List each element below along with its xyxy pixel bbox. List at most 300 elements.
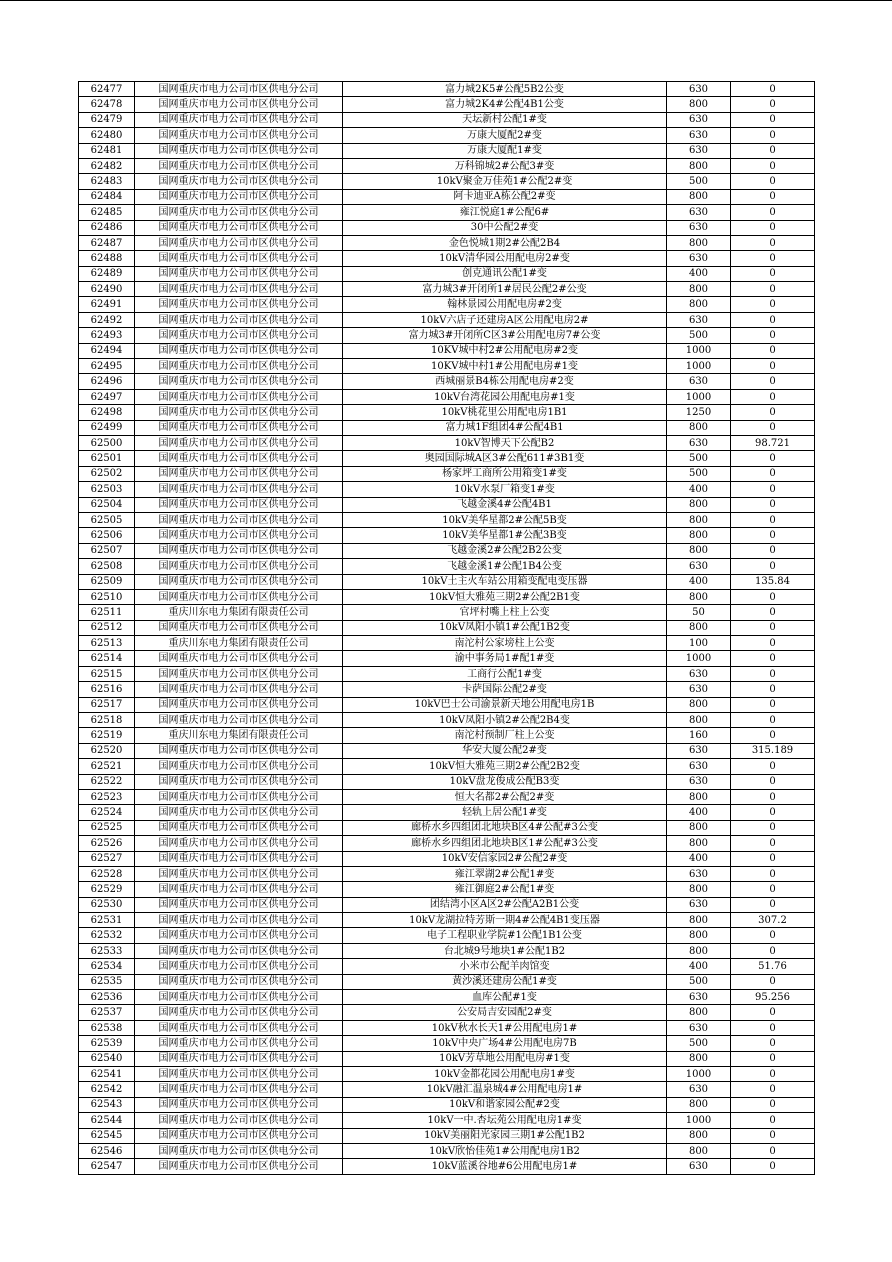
capacity-cell: 800 [667,497,731,512]
value-cell: 0 [731,820,815,835]
company-cell: 重庆川东电力集团有限责任公司 [135,605,343,620]
row-id-cell: 62527 [79,851,135,866]
value-cell: 0 [731,759,815,774]
transformer-name-cell: 10kV金都花园公用配电房1#变 [343,1067,667,1082]
transformer-name-cell: 10kV美华星都1#公配3B变 [343,528,667,543]
capacity-cell: 400 [667,266,731,281]
row-id-cell: 62540 [79,1051,135,1066]
company-cell: 国网重庆市电力公司市区供电分公司 [135,1067,343,1082]
row-id-cell: 62547 [79,1159,135,1174]
company-cell: 国网重庆市电力公司市区供电分公司 [135,1005,343,1020]
table-row [79,420,815,435]
transformer-name-cell: 富力城1F组团4#公配4B1 [343,420,667,435]
company-cell: 国网重庆市电力公司市区供电分公司 [135,205,343,220]
value-cell: 0 [731,974,815,989]
value-cell: 0 [731,620,815,635]
capacity-cell: 630 [667,559,731,574]
capacity-cell: 160 [667,728,731,743]
row-id-cell: 62512 [79,620,135,635]
capacity-cell: 800 [667,589,731,604]
transformer-name-cell: 10kV清华园公用配电房2#变 [343,251,667,266]
capacity-cell: 1000 [667,1067,731,1082]
table-row [79,128,815,143]
transformer-name-cell: 万康大厦配2#变 [343,128,667,143]
capacity-cell: 630 [667,205,731,220]
value-cell: 0 [731,528,815,543]
value-cell: 0 [731,282,815,297]
capacity-cell: 800 [667,1143,731,1158]
capacity-cell: 800 [667,282,731,297]
table-row [79,943,815,958]
value-cell: 0 [731,143,815,158]
transformer-name-cell: 廊桥水乡四组团北地块B区4#公配#3公变 [343,820,667,835]
transformer-name-cell: 10kV智博天下公配B2 [343,435,667,450]
value-cell: 0 [731,636,815,651]
company-cell: 国网重庆市电力公司市区供电分公司 [135,282,343,297]
company-cell: 重庆川东电力集团有限责任公司 [135,636,343,651]
transformer-name-cell: 万康大厦配1#变 [343,143,667,158]
capacity-cell: 800 [667,297,731,312]
transformer-name-cell: 10kV一中.杏坛苑公用配电房1#变 [343,1113,667,1128]
table-row [79,651,815,666]
company-cell: 国网重庆市电力公司市区供电分公司 [135,143,343,158]
value-cell: 307.2 [731,913,815,928]
transformer-name-cell: 10kV凤阳小镇2#公配2B4变 [343,713,667,728]
company-cell: 国网重庆市电力公司市区供电分公司 [135,1051,343,1066]
capacity-cell: 800 [667,713,731,728]
value-cell: 0 [731,512,815,527]
row-id-cell: 62520 [79,743,135,758]
company-cell: 国网重庆市电力公司市区供电分公司 [135,82,343,97]
value-cell: 0 [731,1082,815,1097]
value-cell: 0 [731,866,815,881]
transformer-name-cell: 台北城9号地块1#公配1B2 [343,943,667,958]
company-cell: 国网重庆市电力公司市区供电分公司 [135,266,343,281]
transformer-name-cell: 恒大名都2#公配2#变 [343,789,667,804]
row-id-cell: 62489 [79,266,135,281]
value-cell: 0 [731,897,815,912]
table-row [79,928,815,943]
row-id-cell: 62536 [79,990,135,1005]
table-row [79,974,815,989]
transformer-name-cell: 10KV城中村2#公用配电房#2变 [343,343,667,358]
value-cell: 0 [731,312,815,327]
table-row [79,805,815,820]
capacity-cell: 630 [667,990,731,1005]
capacity-cell: 800 [667,420,731,435]
capacity-cell: 800 [667,1128,731,1143]
table-row [79,143,815,158]
company-cell: 国网重庆市电力公司市区供电分公司 [135,589,343,604]
company-cell: 国网重庆市电力公司市区供电分公司 [135,682,343,697]
table-row [79,1097,815,1112]
page-top-rule [0,0,892,1]
company-cell: 国网重庆市电力公司市区供电分公司 [135,1036,343,1051]
row-id-cell: 62517 [79,697,135,712]
table-row [79,636,815,651]
transformer-name-cell: 南沱村公家塝柱上公变 [343,636,667,651]
row-id-cell: 62531 [79,913,135,928]
capacity-cell: 630 [667,897,731,912]
table-row [79,666,815,681]
capacity-cell: 630 [667,112,731,127]
transformer-name-cell: 卡萨国际公配2#变 [343,682,667,697]
capacity-cell: 630 [667,82,731,97]
row-id-cell: 62533 [79,943,135,958]
transformer-name-cell: 飞越金溪1#公配1B4公变 [343,559,667,574]
value-cell: 98.721 [731,435,815,450]
table-row [79,158,815,173]
table-row [79,990,815,1005]
transformer-name-cell: 10kV美华星都2#公配5B变 [343,512,667,527]
table-row [79,789,815,804]
company-cell: 国网重庆市电力公司市区供电分公司 [135,343,343,358]
row-id-cell: 62499 [79,420,135,435]
row-id-cell: 62480 [79,128,135,143]
value-cell: 0 [731,82,815,97]
company-cell: 国网重庆市电力公司市区供电分公司 [135,928,343,943]
capacity-cell: 100 [667,636,731,651]
value-cell: 51.76 [731,959,815,974]
transformer-name-cell: 杨家坪工商所公用箱变1#变 [343,466,667,481]
row-id-cell: 62488 [79,251,135,266]
row-id-cell: 62478 [79,97,135,112]
table-row [79,620,815,635]
transformer-name-cell: 公安局吉安园配2#变 [343,1005,667,1020]
row-id-cell: 62493 [79,328,135,343]
row-id-cell: 62487 [79,235,135,250]
capacity-cell: 800 [667,543,731,558]
table-row [79,451,815,466]
capacity-cell: 800 [667,512,731,527]
value-cell: 0 [731,836,815,851]
capacity-cell: 1000 [667,1113,731,1128]
transformer-name-cell: 10kV桃花里公用配电房1B1 [343,405,667,420]
value-cell: 0 [731,805,815,820]
capacity-cell: 500 [667,174,731,189]
company-cell: 国网重庆市电力公司市区供电分公司 [135,805,343,820]
transformer-name-cell: 黄沙溪还建房公配1#变 [343,974,667,989]
company-cell: 国网重庆市电力公司市区供电分公司 [135,466,343,481]
value-cell: 0 [731,466,815,481]
table-row [79,528,815,543]
capacity-cell: 630 [667,759,731,774]
table-row [79,836,815,851]
capacity-cell: 800 [667,913,731,928]
table-row [79,374,815,389]
company-cell: 国网重庆市电力公司市区供电分公司 [135,559,343,574]
company-cell: 国网重庆市电力公司市区供电分公司 [135,1113,343,1128]
table-row [79,266,815,281]
capacity-cell: 800 [667,789,731,804]
transformer-name-cell: 10kV秋水长天1#公用配电房1# [343,1020,667,1035]
table-row [79,343,815,358]
transformer-table [78,81,815,1175]
capacity-cell: 800 [667,528,731,543]
table-row [79,1159,815,1174]
value-cell: 0 [731,1005,815,1020]
value-cell: 315.189 [731,743,815,758]
company-cell: 国网重庆市电力公司市区供电分公司 [135,882,343,897]
transformer-name-cell: 华安大厦公配2#变 [343,743,667,758]
table-row [79,359,815,374]
company-cell: 国网重庆市电力公司市区供电分公司 [135,312,343,327]
capacity-cell: 800 [667,97,731,112]
row-id-cell: 62530 [79,897,135,912]
value-cell: 135.84 [731,574,815,589]
table-row [79,497,815,512]
transformer-name-cell: 雍江翠湖2#公配1#变 [343,866,667,881]
capacity-cell: 400 [667,805,731,820]
row-id-cell: 62479 [79,112,135,127]
transformer-name-cell: 万科锦城2#公配3#变 [343,158,667,173]
table-row [79,1113,815,1128]
capacity-cell: 800 [667,697,731,712]
row-id-cell: 62484 [79,189,135,204]
row-id-cell: 62538 [79,1020,135,1035]
capacity-cell: 500 [667,328,731,343]
capacity-cell: 630 [667,435,731,450]
table-row [79,466,815,481]
transformer-name-cell: 天坛新村公配1#变 [343,112,667,127]
transformer-name-cell: 南沱村预制厂柱上公变 [343,728,667,743]
transformer-name-cell: 10kV水泵厂箱变1#变 [343,482,667,497]
value-cell: 0 [731,1128,815,1143]
company-cell: 国网重庆市电力公司市区供电分公司 [135,913,343,928]
company-cell: 国网重庆市电力公司市区供电分公司 [135,713,343,728]
value-cell: 0 [731,1113,815,1128]
transformer-name-cell: 雍江御庭2#公配1#变 [343,882,667,897]
row-id-cell: 62543 [79,1097,135,1112]
capacity-cell: 800 [667,943,731,958]
transformer-name-cell: 团结湾小区A区2#公配A2B1公变 [343,897,667,912]
value-cell: 0 [731,97,815,112]
row-id-cell: 62522 [79,774,135,789]
row-id-cell: 62513 [79,636,135,651]
transformer-name-cell: 阿卡迪亚A栋公配2#变 [343,189,667,204]
row-id-cell: 62532 [79,928,135,943]
company-cell: 国网重庆市电力公司市区供电分公司 [135,235,343,250]
row-id-cell: 62514 [79,651,135,666]
table-row [79,759,815,774]
capacity-cell: 1000 [667,359,731,374]
value-cell: 0 [731,112,815,127]
transformer-name-cell: 雍江悦庭1#公配6# [343,205,667,220]
company-cell: 国网重庆市电力公司市区供电分公司 [135,789,343,804]
row-id-cell: 62498 [79,405,135,420]
row-id-cell: 62510 [79,589,135,604]
value-cell: 0 [731,728,815,743]
value-cell: 0 [731,128,815,143]
value-cell: 0 [731,1067,815,1082]
company-cell: 国网重庆市电力公司市区供电分公司 [135,482,343,497]
transformer-name-cell: 10kV土主火车站公用箱变配电变压器 [343,574,667,589]
company-cell: 国网重庆市电力公司市区供电分公司 [135,959,343,974]
table-row [79,589,815,604]
table-row [79,174,815,189]
company-cell: 国网重庆市电力公司市区供电分公司 [135,574,343,589]
row-id-cell: 62506 [79,528,135,543]
table-row [79,574,815,589]
table-row [79,435,815,450]
capacity-cell: 630 [667,1159,731,1174]
transformer-name-cell: 飞越金溪2#公配2B2公变 [343,543,667,558]
company-cell: 国网重庆市电力公司市区供电分公司 [135,897,343,912]
company-cell: 国网重庆市电力公司市区供电分公司 [135,974,343,989]
row-id-cell: 62505 [79,512,135,527]
value-cell: 0 [731,389,815,404]
company-cell: 国网重庆市电力公司市区供电分公司 [135,620,343,635]
company-cell: 国网重庆市电力公司市区供电分公司 [135,866,343,881]
table-row [79,405,815,420]
value-cell: 0 [731,497,815,512]
row-id-cell: 62544 [79,1113,135,1128]
row-id-cell: 62542 [79,1082,135,1097]
transformer-name-cell: 10kV欣怡佳苑1#公用配电房1B2 [343,1143,667,1158]
value-cell: 0 [731,1020,815,1035]
table-row [79,1067,815,1082]
value-cell: 0 [731,205,815,220]
company-cell: 国网重庆市电力公司市区供电分公司 [135,158,343,173]
capacity-cell: 500 [667,466,731,481]
company-cell: 国网重庆市电力公司市区供电分公司 [135,651,343,666]
table-row [79,605,815,620]
capacity-cell: 800 [667,235,731,250]
value-cell: 0 [731,482,815,497]
capacity-cell: 630 [667,1082,731,1097]
capacity-cell: 800 [667,189,731,204]
row-id-cell: 62523 [79,789,135,804]
company-cell: 国网重庆市电力公司市区供电分公司 [135,666,343,681]
transformer-name-cell: 电子工程职业学院#1公配1B1公变 [343,928,667,943]
row-id-cell: 62497 [79,389,135,404]
company-cell: 国网重庆市电力公司市区供电分公司 [135,836,343,851]
company-cell: 国网重庆市电力公司市区供电分公司 [135,405,343,420]
row-id-cell: 62486 [79,220,135,235]
row-id-cell: 62482 [79,158,135,173]
row-id-cell: 62511 [79,605,135,620]
company-cell: 国网重庆市电力公司市区供电分公司 [135,251,343,266]
table-row [79,112,815,127]
value-cell: 0 [731,851,815,866]
row-id-cell: 62477 [79,82,135,97]
table-row [79,559,815,574]
value-cell: 0 [731,189,815,204]
company-cell: 国网重庆市电力公司市区供电分公司 [135,297,343,312]
transformer-name-cell: 10kV安信家园2#公配2#变 [343,851,667,866]
company-cell: 国网重庆市电力公司市区供电分公司 [135,820,343,835]
company-cell: 国网重庆市电力公司市区供电分公司 [135,528,343,543]
table-row [79,312,815,327]
company-cell: 国网重庆市电力公司市区供电分公司 [135,851,343,866]
capacity-cell: 500 [667,1036,731,1051]
row-id-cell: 62495 [79,359,135,374]
row-id-cell: 62500 [79,435,135,450]
row-id-cell: 62546 [79,1143,135,1158]
company-cell: 国网重庆市电力公司市区供电分公司 [135,697,343,712]
transformer-name-cell: 翰林景园公用配电房#2变 [343,297,667,312]
row-id-cell: 62525 [79,820,135,835]
row-id-cell: 62490 [79,282,135,297]
transformer-name-cell: 奥园国际城A区3#公配611#3B1变 [343,451,667,466]
row-id-cell: 62494 [79,343,135,358]
transformer-name-cell: 血库公配#1变 [343,990,667,1005]
table-row [79,1005,815,1020]
company-cell: 国网重庆市电力公司市区供电分公司 [135,128,343,143]
company-cell: 国网重庆市电力公司市区供电分公司 [135,1082,343,1097]
company-cell: 国网重庆市电力公司市区供电分公司 [135,220,343,235]
capacity-cell: 500 [667,451,731,466]
value-cell: 0 [731,1036,815,1051]
capacity-cell: 400 [667,959,731,974]
table-row [79,220,815,235]
table-row [79,713,815,728]
value-cell: 0 [731,374,815,389]
table-row [79,1143,815,1158]
table-row [79,205,815,220]
row-id-cell: 62483 [79,174,135,189]
capacity-cell: 1000 [667,651,731,666]
value-cell: 0 [731,451,815,466]
transformer-name-cell: 富力城3#开闭所1#居民公配2#公变 [343,282,667,297]
company-cell: 国网重庆市电力公司市区供电分公司 [135,990,343,1005]
value-cell: 0 [731,713,815,728]
table-row [79,1020,815,1035]
transformer-name-cell: 10kV龙湖拉特芳斯一期4#公配4B1变压器 [343,913,667,928]
table-row [79,743,815,758]
capacity-cell: 630 [667,220,731,235]
row-id-cell: 62518 [79,713,135,728]
company-cell: 国网重庆市电力公司市区供电分公司 [135,1128,343,1143]
row-id-cell: 62485 [79,205,135,220]
row-id-cell: 62534 [79,959,135,974]
row-id-cell: 62537 [79,1005,135,1020]
transformer-name-cell: 10KV城中村1#公用配电房#1变 [343,359,667,374]
row-id-cell: 62503 [79,482,135,497]
transformer-name-cell: 飞越金溪4#公配4B1 [343,497,667,512]
company-cell: 国网重庆市电力公司市区供电分公司 [135,512,343,527]
table-row [79,282,815,297]
transformer-name-cell: 10kV六店子还建房A区公用配电房2# [343,312,667,327]
value-cell: 0 [731,1051,815,1066]
table-row [79,728,815,743]
company-cell: 国网重庆市电力公司市区供电分公司 [135,389,343,404]
transformer-name-cell: 30中公配2#变 [343,220,667,235]
value-cell: 0 [731,559,815,574]
row-id-cell: 62526 [79,836,135,851]
transformer-name-cell: 官坪村嘴上柱上公变 [343,605,667,620]
value-cell: 0 [731,789,815,804]
value-cell: 0 [731,605,815,620]
capacity-cell: 630 [667,128,731,143]
table-row [79,328,815,343]
table-row [79,897,815,912]
capacity-cell: 630 [667,682,731,697]
table-row [79,1082,815,1097]
transformer-name-cell: 10kV凤阳小镇1#公配1B2变 [343,620,667,635]
company-cell: 国网重庆市电力公司市区供电分公司 [135,774,343,789]
capacity-cell: 630 [667,312,731,327]
company-cell: 国网重庆市电力公司市区供电分公司 [135,189,343,204]
capacity-cell: 630 [667,666,731,681]
value-cell: 0 [731,235,815,250]
table-row [79,820,815,835]
transformer-name-cell: 10kV盘龙俊成公配B3变 [343,774,667,789]
capacity-cell: 630 [667,743,731,758]
value-cell: 0 [731,543,815,558]
row-id-cell: 62507 [79,543,135,558]
row-id-cell: 62508 [79,559,135,574]
